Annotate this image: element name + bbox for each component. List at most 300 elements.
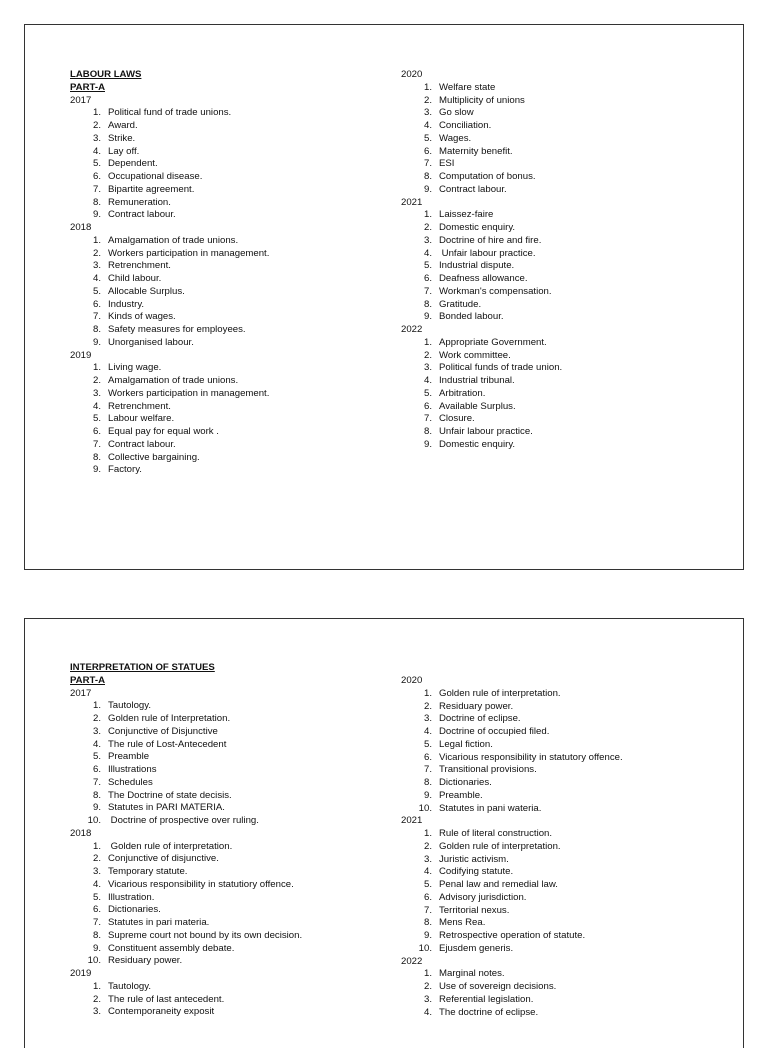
list-item <box>401 764 721 777</box>
list-item <box>401 713 721 726</box>
item-number: 7. <box>423 904 432 916</box>
list-item <box>401 120 721 133</box>
item-text: Schedules <box>108 776 153 788</box>
list-item <box>401 841 721 854</box>
item-text: Territorial nexus. <box>439 904 510 916</box>
item-text: Safety measures for employees. <box>108 324 246 335</box>
list-item <box>70 439 370 452</box>
item-number: 2. <box>423 94 432 106</box>
list-item <box>70 930 390 943</box>
list-item <box>401 981 721 994</box>
item-text: Workers participation in management. <box>108 247 270 259</box>
item-text: Transitional provisions. <box>439 764 537 776</box>
list-item <box>401 158 721 171</box>
list-item <box>70 209 370 222</box>
item-text: Codifying statute. <box>439 866 514 878</box>
item-text: Conciliation. <box>439 120 492 131</box>
list-item <box>70 464 370 477</box>
list-item <box>70 739 390 752</box>
item-text: Available Surplus. <box>439 400 516 412</box>
item-number: 3. <box>423 234 432 246</box>
item-text: Unorganised labour. <box>108 336 194 348</box>
list-item <box>401 273 721 286</box>
item-text: Tautology. <box>108 700 152 712</box>
list-item <box>401 943 721 956</box>
item-text: Residuary power. <box>108 955 183 967</box>
year-label: 2020 <box>401 675 423 686</box>
list-item <box>401 994 721 1007</box>
list-item <box>70 802 390 815</box>
list-item <box>70 248 370 261</box>
list-item <box>401 777 721 790</box>
item-text: Retrospective operation of statute. <box>439 930 586 941</box>
item-text: Arbitration. <box>439 387 486 399</box>
item-text: Constituent assembly debate. <box>108 942 235 954</box>
item-number: 8. <box>423 777 432 788</box>
item-number: 8. <box>423 917 432 929</box>
item-number: 10. <box>418 942 432 954</box>
item-text: Collective bargaining. <box>108 451 200 463</box>
item-text: Preamble. <box>439 789 483 801</box>
list-item <box>70 324 370 337</box>
item-number: 9. <box>92 209 101 221</box>
item-text: Wages. <box>439 132 472 144</box>
list-item <box>401 95 721 108</box>
list-item <box>401 892 721 905</box>
year-sections <box>70 95 370 478</box>
item-text: Advisory jurisdiction. <box>439 891 527 903</box>
item-text: Political fund of trade unions. <box>108 107 232 119</box>
item-number: 5. <box>92 751 101 763</box>
item-text: Kinds of wages. <box>108 311 176 323</box>
item-text: Temporary statute. <box>108 866 188 877</box>
right-column <box>401 675 721 1019</box>
question-list <box>401 968 721 1019</box>
list-item <box>70 171 370 184</box>
item-text: Retrenchment. <box>108 260 171 272</box>
item-text: Laissez-faire <box>439 209 494 221</box>
list-item <box>401 388 721 401</box>
list-item <box>70 1006 390 1019</box>
item-number: 4. <box>92 145 101 157</box>
item-number: 2. <box>92 713 101 724</box>
list-item <box>70 197 370 210</box>
item-number: 9. <box>423 930 432 941</box>
item-number: 2. <box>92 120 101 131</box>
year-sections <box>401 675 721 1019</box>
item-number: 1. <box>92 362 101 374</box>
item-text: ESI <box>439 158 455 170</box>
item-number: 3. <box>92 260 101 272</box>
list-item <box>401 311 721 324</box>
question-list <box>401 82 721 197</box>
item-number: 7. <box>92 311 101 323</box>
item-text: Occupational disease. <box>108 171 203 182</box>
item-text: Amalgamation of trade unions. <box>108 375 239 386</box>
item-text: The rule of Lost-Antecedent <box>108 738 227 750</box>
list-item <box>401 299 721 312</box>
item-number: 2. <box>423 222 432 233</box>
item-number: 9. <box>423 183 432 195</box>
year-label: 2021 <box>401 815 423 827</box>
item-text: Dictionaries. <box>439 777 492 788</box>
item-number: 4. <box>423 120 432 131</box>
list-item <box>401 1007 721 1020</box>
item-number: 3. <box>423 713 432 725</box>
list-item <box>401 350 721 363</box>
year-label: 2019 <box>70 349 92 361</box>
list-item <box>70 273 370 286</box>
list-item <box>70 981 390 994</box>
item-number: 6. <box>423 400 432 412</box>
question-list <box>70 362 370 477</box>
item-number: 8. <box>92 929 101 941</box>
list-item <box>70 751 390 764</box>
item-number: 7. <box>92 438 101 450</box>
item-text: Preamble <box>108 751 150 763</box>
list-item <box>401 879 721 892</box>
list-item <box>401 688 721 701</box>
item-number: 9. <box>423 789 432 801</box>
item-number: 8. <box>92 451 101 463</box>
list-item <box>70 146 370 159</box>
list-item <box>401 701 721 714</box>
list-item <box>401 209 721 222</box>
item-text: Legal fiction. <box>439 738 493 750</box>
item-text: Ejusdem generis. <box>439 942 514 954</box>
question-list <box>401 209 721 324</box>
list-item <box>70 107 370 120</box>
item-number: 1. <box>92 107 101 119</box>
item-text: Labour welfare. <box>108 413 175 425</box>
part-heading: PART-A <box>70 81 105 93</box>
item-text: Contract labour. <box>108 209 176 221</box>
item-text: Lay off. <box>108 145 140 157</box>
list-item <box>401 107 721 120</box>
item-number: 4. <box>92 400 101 412</box>
list-item <box>401 222 721 235</box>
item-number: 1. <box>423 336 432 348</box>
item-number: 1. <box>92 234 101 246</box>
list-item <box>70 452 370 465</box>
item-number: 5. <box>423 387 432 399</box>
item-number: 1. <box>423 81 432 93</box>
list-item <box>401 146 721 159</box>
list-item <box>70 120 370 133</box>
list-item <box>401 260 721 273</box>
item-number: 5. <box>92 891 101 903</box>
list-item <box>70 815 390 828</box>
item-text: Equal pay for equal work . <box>108 426 219 437</box>
item-number: 1. <box>92 980 101 992</box>
list-item <box>70 413 370 426</box>
item-text: Industrial dispute. <box>439 260 515 272</box>
list-item <box>70 892 390 905</box>
question-list <box>70 107 370 222</box>
item-text: Workers participation in management. <box>108 387 270 399</box>
list-item <box>70 943 390 956</box>
item-text: Contract labour. <box>439 183 507 195</box>
item-text: Dependent. <box>108 158 158 170</box>
document-page-interpretation-of-statues <box>24 618 744 1048</box>
list-item <box>70 764 390 777</box>
list-item <box>401 401 721 414</box>
item-text: Factory. <box>108 464 142 476</box>
question-list <box>70 700 390 828</box>
item-number: 7. <box>423 413 432 425</box>
list-item <box>70 879 390 892</box>
part-heading: PART-A <box>70 674 105 686</box>
item-text: Remuneration. <box>108 196 171 208</box>
item-number: 5. <box>92 413 101 425</box>
item-number: 6. <box>423 273 432 284</box>
item-number: 7. <box>423 764 432 776</box>
item-text: Doctrine of occupied filed. <box>439 726 550 737</box>
list-item <box>401 905 721 918</box>
item-number: 6. <box>423 891 432 903</box>
item-text: Living wage. <box>108 362 162 374</box>
item-number: 5. <box>92 158 101 170</box>
list-item <box>70 337 370 350</box>
list-item <box>401 439 721 452</box>
item-text: Vicarious responsibility in statutory offence. <box>439 751 623 763</box>
item-number: 2. <box>92 247 101 259</box>
list-item <box>401 413 721 426</box>
item-text: Child labour. <box>108 273 162 284</box>
item-number: 9. <box>423 438 432 450</box>
item-number: 10. <box>87 815 101 826</box>
item-number: 7. <box>423 285 432 297</box>
item-text: Gratitude. <box>439 298 482 310</box>
item-number: 5. <box>423 132 432 144</box>
item-number: 4. <box>423 726 432 737</box>
document-page-labour-laws <box>24 24 744 570</box>
list-item <box>401 171 721 184</box>
year-sections <box>401 69 721 452</box>
list-item <box>401 726 721 739</box>
item-number: 2. <box>423 981 432 992</box>
item-text: Statutes in pani wateria. <box>439 802 542 814</box>
item-number: 6. <box>92 171 101 182</box>
item-text: Workman's compensation. <box>439 285 552 297</box>
item-text: Tautology. <box>108 980 152 992</box>
item-text: Multiplicity of unions <box>439 94 525 106</box>
item-number: 8. <box>423 426 432 437</box>
list-item <box>70 184 370 197</box>
list-item <box>70 726 390 739</box>
list-item <box>401 82 721 95</box>
list-item <box>401 248 721 261</box>
item-text: Penal law and remedial law. <box>439 879 558 890</box>
item-number: 1. <box>92 700 101 712</box>
item-number: 8. <box>92 196 101 208</box>
item-number: 4. <box>423 375 432 386</box>
list-item <box>70 853 390 866</box>
item-number: 6. <box>92 426 101 437</box>
item-number: 3. <box>92 387 101 399</box>
list-item <box>401 286 721 299</box>
item-text: Doctrine of eclipse. <box>439 713 521 725</box>
item-text: Rule of literal construction. <box>439 828 553 839</box>
item-number: 5. <box>423 738 432 750</box>
list-item <box>401 375 721 388</box>
item-text: Doctrine of hire and fire. <box>439 234 542 246</box>
list-item <box>70 700 390 713</box>
item-text: Supreme court not bound by its own decision. <box>108 929 303 941</box>
list-item <box>70 388 370 401</box>
item-number: 2. <box>92 993 101 1005</box>
item-number: 5. <box>423 260 432 272</box>
item-number: 3. <box>92 1006 101 1018</box>
item-number: 1. <box>423 968 432 980</box>
item-text: Amalgamation of trade unions. <box>108 234 239 246</box>
item-number: 3. <box>92 725 101 737</box>
item-text: Go slow <box>439 107 474 119</box>
item-text: Illustrations <box>108 764 157 775</box>
item-number: 7. <box>423 158 432 170</box>
list-item <box>401 803 721 816</box>
item-number: 7. <box>92 776 101 788</box>
item-number: 8. <box>423 171 432 182</box>
item-number: 1. <box>92 840 101 852</box>
item-number: 9. <box>92 464 101 476</box>
left-column <box>70 662 390 1019</box>
item-number: 9. <box>92 802 101 814</box>
item-number: 6. <box>92 904 101 916</box>
list-item <box>70 375 370 388</box>
page-title: LABOUR LAWS <box>70 69 142 80</box>
item-text: Doctrine of prospective over ruling. <box>108 815 259 826</box>
question-list <box>401 337 721 452</box>
list-item <box>70 904 390 917</box>
item-text: Work committee. <box>439 349 511 361</box>
item-text: The doctrine of eclipse. <box>439 1006 539 1018</box>
item-number: 6. <box>423 145 432 157</box>
item-text: Political funds of trade union. <box>439 362 563 374</box>
list-item <box>401 184 721 197</box>
item-text: Golden rule of Interpretation. <box>108 713 231 724</box>
item-text: Retrenchment. <box>108 400 171 412</box>
item-text: The Doctrine of state decisis. <box>108 789 232 801</box>
item-number: 4. <box>423 866 432 878</box>
item-text: Unfair labour practice. <box>439 247 536 259</box>
item-number: 8. <box>92 789 101 801</box>
list-item <box>70 260 370 273</box>
item-text: Domestic enquiry. <box>439 438 516 450</box>
item-number: 3. <box>423 362 432 374</box>
item-number: 1. <box>423 828 432 839</box>
item-text: The rule of last antecedent. <box>108 993 225 1005</box>
item-number: 3. <box>423 107 432 119</box>
list-item <box>401 133 721 146</box>
year-sections <box>70 688 390 1020</box>
list-item <box>70 917 390 930</box>
item-number: 1. <box>423 687 432 699</box>
list-item <box>401 337 721 350</box>
item-number: 1. <box>423 209 432 221</box>
item-number: 7. <box>92 183 101 195</box>
item-number: 8. <box>92 324 101 335</box>
year-label: 2017 <box>70 94 92 106</box>
item-number: 2. <box>423 349 432 361</box>
item-text: Conjunctive of Disjunctive <box>108 725 218 737</box>
item-text: Golden rule of interpretation. <box>439 687 561 699</box>
item-text: Contract labour. <box>108 438 176 450</box>
question-list <box>70 981 390 1019</box>
item-text: Award. <box>108 120 138 131</box>
list-item <box>70 841 390 854</box>
item-number: 2. <box>92 375 101 386</box>
list-item <box>70 777 390 790</box>
item-text: Bipartite agreement. <box>108 183 195 195</box>
item-text: Unfair labour practice. <box>439 426 533 437</box>
list-item <box>401 968 721 981</box>
item-text: Golden rule of interpretation. <box>439 840 561 852</box>
list-item <box>70 158 370 171</box>
year-label: 2022 <box>401 324 423 335</box>
item-number: 9. <box>423 311 432 323</box>
item-number: 2. <box>423 840 432 852</box>
item-number: 6. <box>423 751 432 763</box>
list-item <box>70 955 390 968</box>
item-text: Deafness allowance. <box>439 273 528 284</box>
list-item <box>70 713 390 726</box>
item-text: Illustration. <box>108 891 155 903</box>
item-text: Golden rule of interpretation. <box>108 840 233 852</box>
item-number: 10. <box>418 802 432 814</box>
list-item <box>401 917 721 930</box>
list-item <box>401 235 721 248</box>
list-item <box>70 286 370 299</box>
item-number: 3. <box>92 132 101 144</box>
left-column <box>70 69 370 477</box>
item-number: 5. <box>423 879 432 890</box>
item-number: 3. <box>423 853 432 865</box>
item-text: Domestic enquiry. <box>439 222 516 233</box>
list-item <box>401 828 721 841</box>
list-item <box>401 866 721 879</box>
list-item <box>401 739 721 752</box>
item-number: 2. <box>92 853 101 865</box>
list-item <box>70 311 370 324</box>
list-item <box>401 854 721 867</box>
item-text: Strike. <box>108 132 136 144</box>
item-text: Welfare state <box>439 81 496 93</box>
item-text: Contemporaneity exposit <box>108 1006 215 1018</box>
item-text: Juristic activism. <box>439 853 509 865</box>
item-number: 4. <box>92 878 101 890</box>
item-number: 2. <box>423 700 432 712</box>
year-label: 2022 <box>401 955 423 967</box>
item-text: Industrial tribunal. <box>439 375 515 386</box>
item-number: 7. <box>92 917 101 928</box>
item-text: Allocable Surplus. <box>108 285 185 297</box>
list-item <box>401 790 721 803</box>
item-text: Statutes in pari materia. <box>108 917 210 928</box>
item-text: Use of sovereign decisions. <box>439 981 557 992</box>
item-text: Vicarious responsibility in statutiory offence. <box>108 878 294 890</box>
item-text: Bonded labour. <box>439 311 504 323</box>
item-text: Mens Rea. <box>439 917 486 929</box>
item-text: Conjunctive of disjunctive. <box>108 853 219 865</box>
question-list <box>70 841 390 969</box>
list-item <box>70 994 390 1007</box>
list-item <box>70 362 370 375</box>
page-title: INTERPRETATION OF STATUES <box>70 662 215 673</box>
item-number: 5. <box>92 285 101 297</box>
year-label: 2021 <box>401 196 423 208</box>
item-text: Referential legislation. <box>439 993 534 1005</box>
